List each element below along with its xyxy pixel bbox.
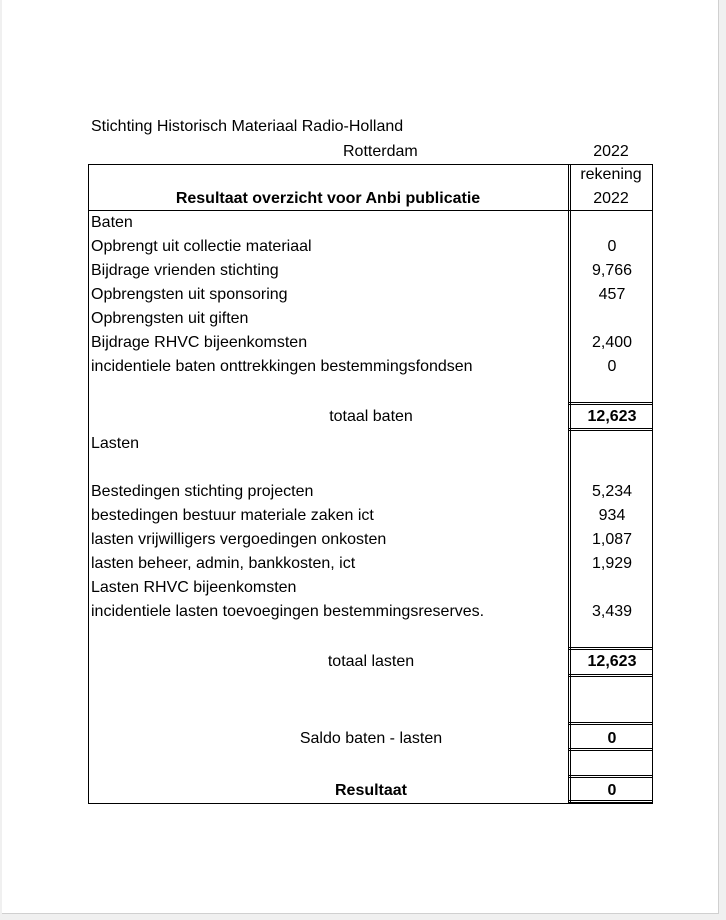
double-rule bbox=[568, 748, 653, 751]
column-header-rekening: rekening bbox=[580, 166, 642, 183]
resultaat-value: 0 bbox=[607, 782, 617, 799]
table-row-value: 2,400 bbox=[591, 334, 633, 351]
city-label: Rotterdam bbox=[343, 143, 418, 160]
table-title: Resultaat overzicht voor Anbi publicatie bbox=[175, 190, 481, 207]
table-row-value: 0 bbox=[607, 238, 617, 255]
double-rule bbox=[568, 674, 653, 677]
double-rule bbox=[568, 722, 653, 725]
table-row-value: 457 bbox=[598, 286, 626, 303]
total-lasten-label: totaal lasten bbox=[327, 653, 415, 670]
total-baten-value: 12,623 bbox=[587, 408, 637, 425]
table-row-value: 934 bbox=[598, 507, 626, 524]
table-row-value: 9,766 bbox=[591, 262, 633, 279]
table-row-value: 1,929 bbox=[591, 555, 633, 572]
resultaat-label: Resultaat bbox=[334, 782, 408, 799]
table-row-label: incidentiele baten onttrekkingen bestemmingsfondsen bbox=[91, 358, 473, 375]
table-row-label: Opbrengsten uit sponsoring bbox=[91, 286, 288, 303]
table-row-value: 5,234 bbox=[591, 483, 633, 500]
double-rule bbox=[568, 647, 653, 650]
table-row-label: bestedingen bestuur materiale zaken ict bbox=[91, 507, 374, 524]
table-row-label: Opbrengt uit collectie materiaal bbox=[91, 238, 312, 255]
double-rule bbox=[568, 428, 653, 431]
total-lasten-value: 12,623 bbox=[587, 653, 637, 670]
table-row-value: 3,439 bbox=[591, 603, 633, 620]
table-row-label: Opbrengsten uit giften bbox=[91, 310, 249, 327]
section-heading-baten: Baten bbox=[91, 214, 133, 231]
total-baten-label: totaal baten bbox=[329, 408, 413, 425]
year-label: 2022 bbox=[593, 143, 629, 160]
table-row-label: lasten vrijwilligers vergoedingen onkosten bbox=[91, 531, 387, 548]
double-rule bbox=[568, 775, 653, 778]
double-rule bbox=[568, 800, 653, 803]
table-row-label: lasten beheer, admin, bankkosten, ict bbox=[91, 555, 356, 572]
table-row-label: Lasten RHVC bijeenkomsten bbox=[91, 579, 297, 596]
section-heading-lasten: Lasten bbox=[91, 435, 140, 452]
double-rule bbox=[568, 402, 653, 405]
table-row-label: Bijdrage vrienden stichting bbox=[91, 262, 279, 279]
table-row-label: Bestedingen stichting projecten bbox=[91, 483, 314, 500]
table-row-label: incidentiele lasten toevoegingen bestemmingsreserves. bbox=[91, 603, 485, 620]
header-divider bbox=[88, 210, 653, 211]
table-row-value: 1,087 bbox=[591, 531, 633, 548]
table-row-label: Bijdrage RHVC bijeenkomsten bbox=[91, 334, 308, 351]
saldo-label: Saldo baten - lasten bbox=[299, 730, 443, 747]
table-row-value: 0 bbox=[607, 358, 617, 375]
organization-title: Stichting Historisch Materiaal Radio-Holland bbox=[91, 118, 404, 135]
saldo-value: 0 bbox=[607, 730, 617, 747]
column-header-year: 2022 bbox=[593, 190, 629, 207]
